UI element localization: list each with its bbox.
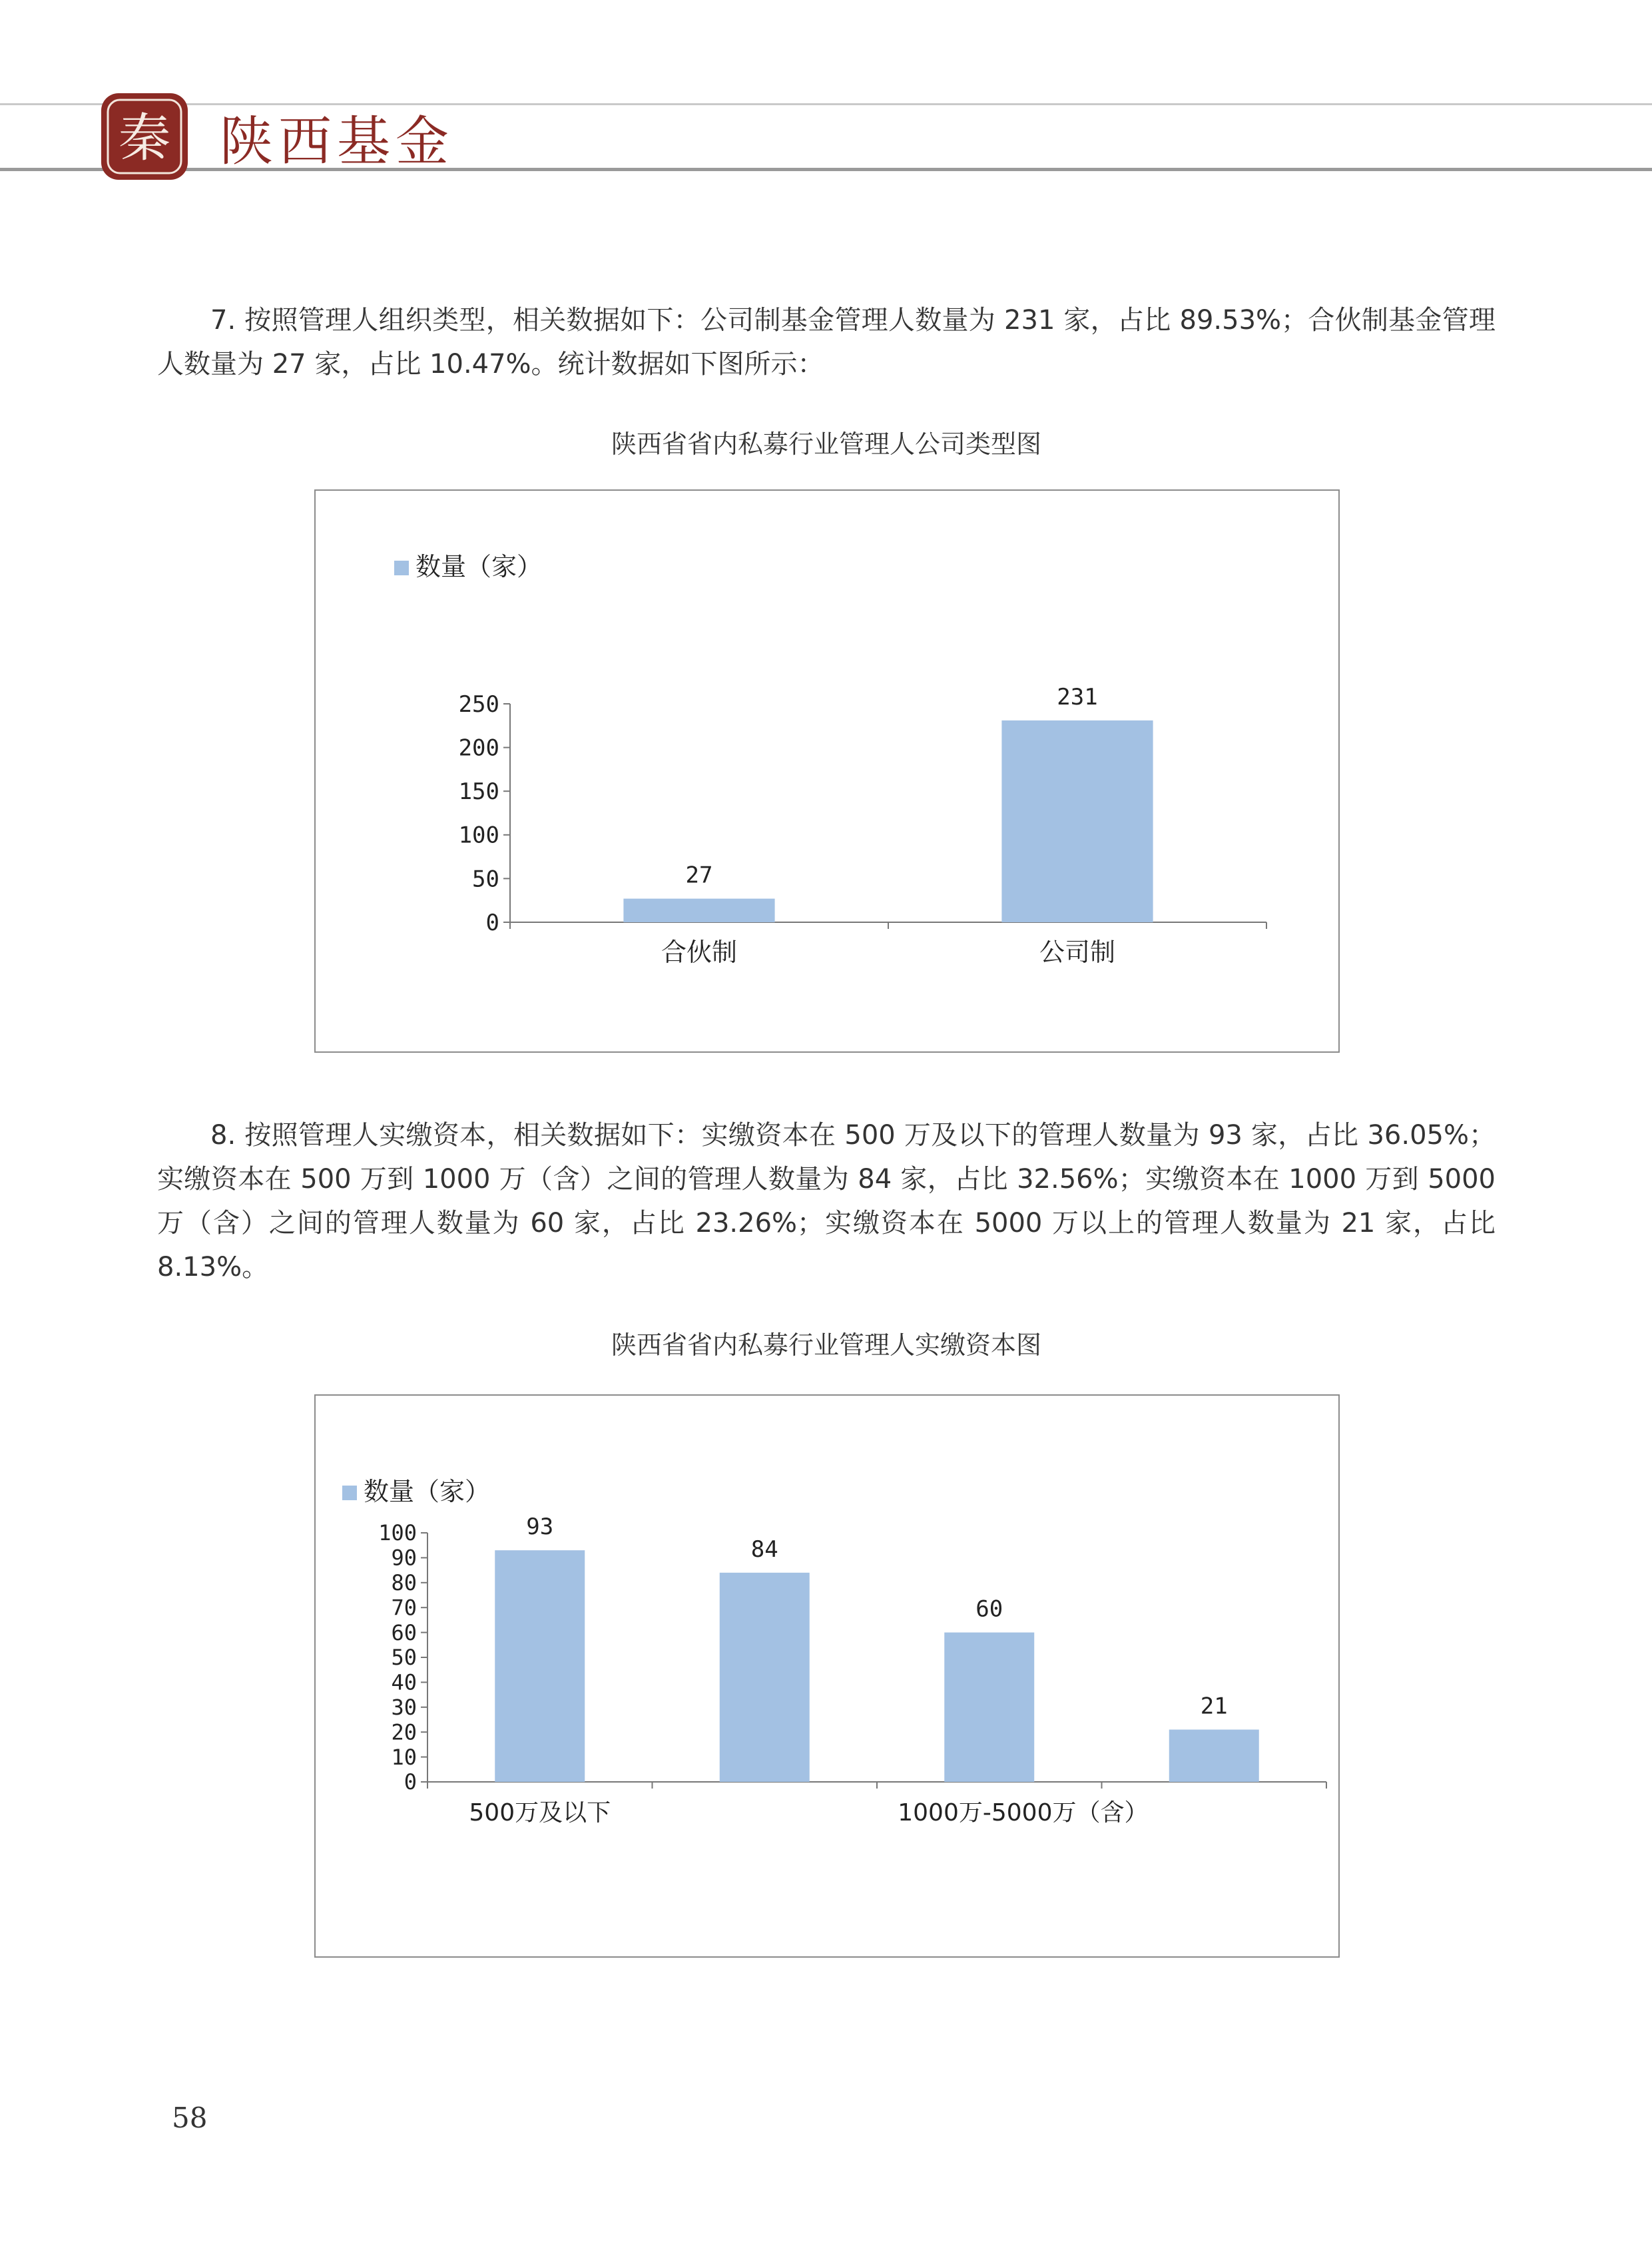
chart-company-type-svg [316, 491, 1338, 1051]
data-label: 21 [1200, 1693, 1228, 1720]
y-tick-label: 20 [391, 1719, 417, 1745]
bar [495, 1550, 585, 1782]
y-tick-label: 0 [485, 909, 499, 936]
paragraph-paid-capital-text: 8. 按照管理人实缴资本，相关数据如下：实缴资本在 500 万及以下的管理人数量为 93 家，占比 36.05%；实缴资本在 500 万到 1000 万（含）之间的管理人数量为 84 家，占比 32.56%；实缴资本在 1000 万到 5000 万（含）之间的管理人数量为 60 家，占比 23.26%；实缴资本在 5000 万以上的管理人数量为 21 家，占比 8.13%。 [157, 1120, 1496, 1282]
seal-logo-icon [100, 92, 189, 181]
chart-title-company-type: 陕西省省内私募行业管理人公司类型图 [611, 429, 1041, 459]
y-tick-label: 10 [391, 1744, 417, 1770]
legend-swatch [342, 1486, 357, 1500]
y-tick-label: 60 [391, 1619, 417, 1645]
category-label: 1000万-5000万（含） [898, 1799, 1149, 1826]
category-label: 公司制 [1039, 938, 1116, 967]
y-tick-label: 200 [458, 734, 499, 762]
y-tick-label: 80 [391, 1570, 417, 1595]
seal-char: 秦 [118, 109, 171, 168]
chart-paid-capital [314, 1394, 1340, 1958]
category-label: 500万及以下 [469, 1799, 611, 1826]
chart-company-type [314, 489, 1340, 1053]
y-tick-label: 70 [391, 1595, 417, 1621]
bar [1001, 720, 1153, 922]
data-label: 27 [685, 862, 713, 889]
y-tick-label: 100 [378, 1520, 417, 1546]
data-label: 93 [526, 1514, 554, 1541]
paragraph-paid-capital [157, 1113, 1496, 1289]
chart-title-paid-capital: 陕西省省内私募行业管理人实缴资本图 [611, 1330, 1041, 1360]
bar [1169, 1729, 1259, 1782]
y-tick-label: 50 [472, 866, 499, 893]
legend-swatch [394, 561, 409, 575]
legend-label: 数量（家） [364, 1477, 491, 1506]
brand-title: 陕西基金 [220, 111, 454, 172]
data-label: 84 [750, 1536, 778, 1563]
data-label: 231 [1057, 683, 1098, 710]
paragraph-org-type-text: 7. 按照管理人组织类型，相关数据如下：公司制基金管理人数量为 231 家，占比 89.53%；合伙制基金管理人数量为 27 家，占比 10.47%。统计数据如下图所示： [157, 305, 1496, 380]
header-rule-top [0, 103, 1652, 105]
y-tick-label: 150 [458, 778, 499, 806]
y-tick-label: 100 [458, 822, 499, 849]
paragraph-org-type [157, 298, 1496, 386]
y-tick-label: 0 [404, 1769, 417, 1795]
y-tick-label: 90 [391, 1545, 417, 1571]
category-label: 合伙制 [661, 938, 738, 967]
legend-label: 数量（家） [415, 552, 543, 581]
data-label: 60 [975, 1595, 1003, 1623]
bar [944, 1633, 1034, 1782]
page-number: 58 [172, 2102, 208, 2134]
y-tick-label: 40 [391, 1669, 417, 1695]
y-tick-label: 50 [391, 1645, 417, 1671]
chart-paid-capital-svg [316, 1396, 1338, 1956]
bar [720, 1573, 810, 1782]
y-tick-label: 30 [391, 1695, 417, 1720]
bar [623, 899, 774, 922]
y-tick-label: 250 [458, 691, 499, 718]
